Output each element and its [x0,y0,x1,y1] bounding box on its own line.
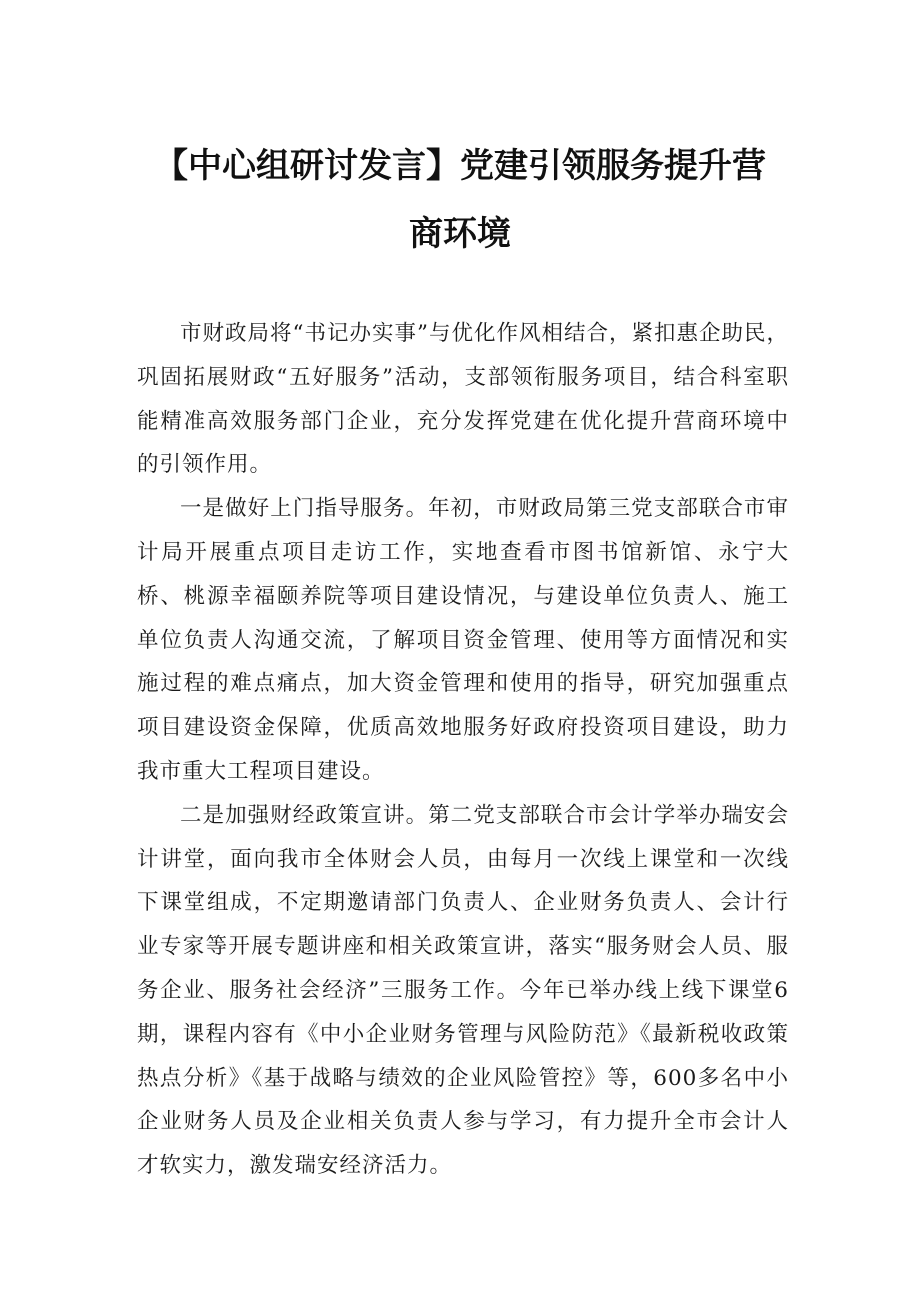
section-one-paragraph: 一是做好上门指导服务。年初，市财政局第三党支部联合市审计局开展重点项目走访工作，实地查看市图书馆新馆、永宁大桥、桃源幸福颐养院等项目建设情况，与建设单位负责人、施工单位负责人沟通交流，了解项目资金管理、使用等方面情况和实施过程的难点痛点，加大资金管理和使用的指导，研究加强重点项目建设资金保障，优质高效地服务好政府投资项目建设，助力我市重大工程项目建设。 [137,496,789,784]
intro-paragraph: 市财政局将“书记办实事”与优化作风相结合，紧扣惠企助民，巩固拓展财政“五好服务”活动，支部领衔服务项目，结合科室职能精准高效服务部门企业，充分发挥党建在优化提升营商环境中的引领作用。 [137,321,789,478]
section-two-paragraph: 二是加强财经政策宣讲。第二党支部联合市会计学举办瑞安会计讲堂，面向我市全体财会人员，由每月一次线上课堂和一次线下课堂组成，不定期邀请部门负责人、企业财务负责人、会计行业专家等开展专题讲座和相关政策宣讲，落实“服务财会人员、服务企业、服务社会经济”三服务工作。今年已举办线上线下课堂6期，课程内容有《中小企业财务管理与风险防范》《最新税收政策热点分析》《基于战略与绩效的企业风险管控》等，600多名中小企业财务人员及企业相关负责人参与学习，有力提升全市会计人才软实力，激发瑞安经济活力。 [137,802,789,1179]
document-body [137,312,789,1188]
document-title-line-1: 【中心组研讨发言】党建引领服务提升营 [154,146,766,186]
document-title-line-2: 商环境 [409,214,511,254]
